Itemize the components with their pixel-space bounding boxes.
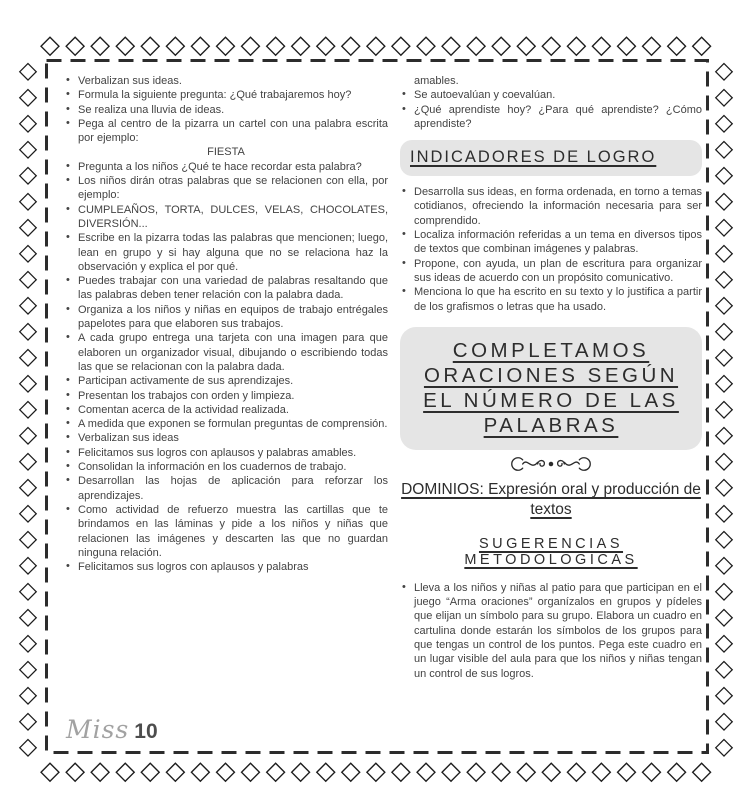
- diamond-chain-left-icon: ◇ ◇ ◇ ◇ ◇ ◇ ◇ ◇ ◇ ◇ ◇ ◇ ◇ ◇ ◇ ◇ ◇ ◇ ◇ ◇ ◇ ◇ ◇ ◇ ◇ ◇ ◇: [18, 57, 38, 760]
- bullet-item: • Desarrolla sus ideas, en forma ordenada, en torno a temas cotidianos, ofreciendo la información necesaria para ser comprendido.: [400, 185, 702, 228]
- bullet-item: • Presentan los trabajos con orden y limpieza.: [64, 389, 388, 403]
- bullet-item: • Felicitamos sus logros con aplausos y palabras: [64, 560, 388, 574]
- bullet-item: • Formula la siguiente pregunta: ¿Qué trabajaremos hoy?: [64, 88, 388, 102]
- bullet-item: • Se realiza una lluvia de ideas.: [64, 103, 388, 117]
- bullet-item: • A cada grupo entrega una tarjeta con una imagen para que elaboren un organizador visual, dibujando o escribiendo todas las que se relacionan con la palabra dada.: [64, 331, 388, 374]
- bullet-item: • Verbalizan sus ideas: [64, 431, 388, 445]
- page-content: [64, 74, 702, 681]
- activity-title-lines: [404, 338, 698, 438]
- activity-title-line: ORACIONES SEGÚN: [423, 363, 679, 387]
- bullet-item: • Menciona lo que ha escrito en su texto y lo justifica a partir de los grafismos o letras que ha usado.: [400, 285, 702, 314]
- bullet-item: • Propone, con ayuda, un plan de escritura para organizar sus ideas de acuerdo con un propósito comunicativo.: [400, 257, 702, 286]
- brand-logo: Miss: [66, 715, 130, 744]
- sugerencias-heading: SUGERENCIAS METODOLÓGICAS: [464, 535, 638, 568]
- bullet-item: • Comentan acerca de la actividad realizada.: [64, 403, 388, 417]
- bullet-item: FIESTA: [207, 146, 245, 159]
- bullet-item: • Puedes trabajar con una variedad de palabras resaltando que las palabras deben tener relación con la palabra dada.: [64, 274, 388, 303]
- bullet-item: • Desarrollan las hojas de aplicación para reforzar los aprendizajes.: [64, 474, 388, 503]
- left-column: [64, 74, 388, 681]
- activity-title-line: EL NÚMERO DE LAS: [423, 388, 679, 412]
- dominios-heading: DOMINIOS: Expresión oral y producción de textos: [401, 480, 701, 518]
- diamond-chain-bottom-icon: ◇ ◇ ◇ ◇ ◇ ◇ ◇ ◇ ◇ ◇ ◇ ◇ ◇ ◇ ◇ ◇ ◇ ◇ ◇ ◇ ◇ ◇ ◇ ◇ ◇ ◇ ◇: [40, 755, 712, 785]
- activity-bullet-list: [64, 74, 388, 574]
- bullet-item: • Como actividad de refuerzo muestra las cartillas que te brindamos en las láminas y pide a los niños y niñas que relacionen las imágenes y descarten las que no guardan ninguna relación.: [64, 503, 388, 560]
- page-footer: [66, 715, 158, 744]
- bullet-item: • Participan activamente de sus aprendizajes.: [64, 374, 388, 388]
- sugerencias-bullet-list: [400, 581, 702, 681]
- bullet-item: • Escribe en la pizarra todas las palabras que mencionen; luego, lean en grupo y si hay alguna que no se relaciona haz la observación y explica el por qué.: [64, 231, 388, 274]
- diamond-chain-right-icon: ◇ ◇ ◇ ◇ ◇ ◇ ◇ ◇ ◇ ◇ ◇ ◇ ◇ ◇ ◇ ◇ ◇ ◇ ◇ ◇ ◇ ◇ ◇ ◇ ◇ ◇ ◇: [714, 57, 734, 760]
- bullet-item: • Lleva a los niños y niñas al patio para que participan en el juego “Arma oraciones” organízalos en grupos y pídeles que elijan un símbolo para su grupo. Elabora un cuadro en cartulina donde estarán los símbolos de los grupos para que tengas un control de los puntos. Pega este cuadro en un lugar visible del aula para que los niños y niñas tengan un control de sus logros.: [400, 581, 702, 681]
- bullet-item: • Felicitamos sus logros con aplausos y palabras amables.: [64, 446, 388, 460]
- continuation-line: amables.: [414, 75, 459, 87]
- bullet-item: • Consolidan la información en los cuadernos de trabajo.: [64, 460, 388, 474]
- indicadores-heading: INDICADORES DE LOGRO: [410, 148, 657, 167]
- indicadores-heading-box: [400, 140, 702, 176]
- bullet-item: • ¿Qué aprendiste hoy? ¿Para qué aprendiste? ¿Cómo aprendiste?: [400, 103, 702, 132]
- bullet-item: • Pega al centro de la pizarra un cartel con una palabra escrita por ejemplo:: [64, 117, 388, 146]
- activity-title-line: PALABRAS: [483, 413, 619, 437]
- bullet-item: • Localiza información referidas a un tema en diversos tipos de textos que combinan imágenes y palabras.: [400, 228, 702, 257]
- bullet-item: • A medida que exponen se formulan preguntas de comprensión.: [64, 417, 388, 431]
- activity-title-line: COMPLETAMOS: [452, 338, 650, 362]
- right-column: [400, 74, 702, 681]
- bullet-item: • Pregunta a los niños ¿Qué te hace recordar esta palabra?: [64, 160, 388, 174]
- bullet-item: • CUMPLEAÑOS, TORTA, DULCES, VELAS, CHOCOLATES, DIVERSIÓN...: [64, 203, 388, 232]
- activity-title-box: [400, 327, 702, 450]
- diamond-chain-top-icon: ◇ ◇ ◇ ◇ ◇ ◇ ◇ ◇ ◇ ◇ ◇ ◇ ◇ ◇ ◇ ◇ ◇ ◇ ◇ ◇ ◇ ◇ ◇ ◇ ◇ ◇ ◇: [40, 29, 712, 59]
- bullet-item: • Los niños dirán otras palabras que se relacionen con ella, por ejemplo:: [64, 174, 388, 203]
- indicadores-bullet-list: [400, 185, 702, 314]
- bullet-item: • Verbalizan sus ideas.: [64, 74, 388, 88]
- bullet-item: • Se autoevalúan y coevalúan.: [400, 88, 702, 102]
- flourish-divider-icon: [400, 455, 702, 473]
- bullet-item: • Organiza a los niños y niñas en equipos de trabajo entrégales papelotes para que elaboren sus trabajos.: [64, 303, 388, 332]
- page-number: 10: [134, 720, 158, 743]
- evaluation-bullet-list: [400, 88, 702, 131]
